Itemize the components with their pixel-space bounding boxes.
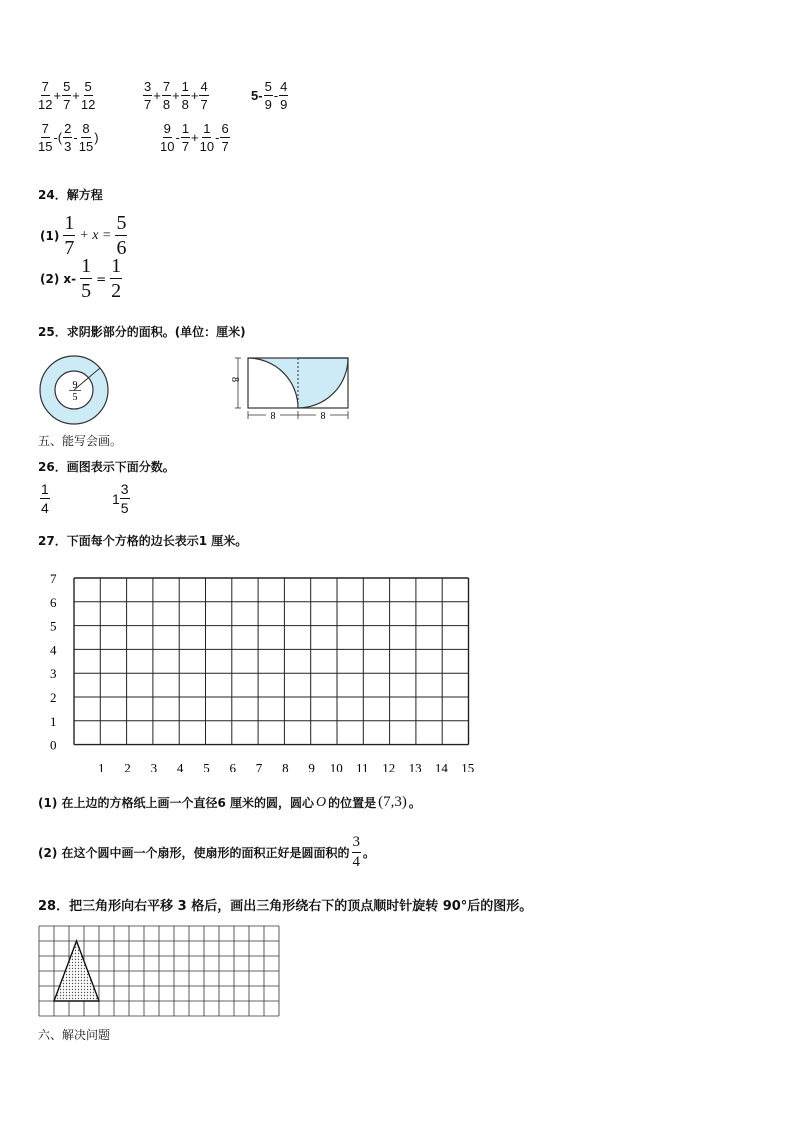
calc-expr-1: $\frac{7}{12}$ + $\frac{5}{7}$ + $\frac{5}{12}$	[38, 79, 96, 112]
fraction: $\frac{6}{7}$	[221, 121, 229, 154]
triangle-grid	[38, 925, 280, 1017]
height-label: 8	[229, 377, 240, 382]
calc-expr-5: $\frac{9}{10}$ - $\frac{1}{7}$ + $\frac{1}{10}$ - $\frac{6}{7}$	[160, 121, 229, 154]
q27-title: 27．下面每个方格的边长表示1 厘米。	[38, 534, 248, 548]
fraction: $\frac{5}{7}$	[63, 79, 71, 112]
section-6-heading: 六、解决问题	[38, 1028, 111, 1042]
x-axis-label: 1	[98, 760, 105, 772]
width-label-2: 8	[320, 411, 326, 422]
fraction: $\frac{4}{7}$	[200, 79, 208, 112]
x-axis-label: 10	[329, 760, 343, 772]
x-axis-label: 5	[203, 760, 210, 772]
coordinate-grid	[40, 566, 490, 772]
fraction: $\frac{3}{7}$	[144, 79, 152, 112]
fraction: $\frac{1}{5}$	[81, 255, 92, 302]
fraction: $\frac{4}{9}$	[280, 79, 288, 112]
fraction: $\frac{8}{15}$	[78, 121, 94, 154]
ring-figure	[36, 352, 112, 428]
x-axis-label: 6	[229, 760, 236, 772]
fraction: $\frac{5}{12}$	[80, 79, 96, 112]
fraction: $\frac{5}{9}$	[264, 79, 272, 112]
y-axis-label: 5	[50, 618, 57, 634]
q25-title: 25．求阴影部分的面积。(单位：厘米)	[38, 325, 246, 339]
y-axis-label: 7	[50, 571, 57, 586]
x-axis-label: 14	[434, 760, 448, 772]
fraction: $\frac{1}{7}$	[181, 121, 190, 154]
y-axis-label: 4	[50, 642, 57, 658]
calc-expr-4: $\frac{7}{15}$ -( $\frac{2}{3}$ - $\frac{8}{15}$ )	[38, 121, 99, 154]
q24-equation-1: (1) $\frac{1}{7}$ + x = $\frac{5}{6}$	[40, 212, 127, 259]
fraction: $\frac{5}{6}$	[116, 212, 127, 259]
x-axis-label: 8	[282, 760, 289, 772]
y-axis-label: 2	[50, 690, 57, 705]
ring-frac-num: 9	[72, 380, 78, 391]
x-axis-label: 9	[308, 760, 315, 772]
fraction: $\frac{1}{8}$	[181, 79, 189, 112]
fraction: $\frac{1}{2}$	[111, 255, 122, 302]
x-axis-label: 15	[461, 760, 475, 772]
fraction: $\frac{3}{4}$	[352, 834, 360, 870]
y-axis-label: 0	[50, 737, 57, 753]
fraction: $\frac{1}{10}$	[199, 121, 215, 154]
ring-frac-den: 5	[72, 392, 78, 403]
q24-title: 24．解方程	[38, 188, 103, 202]
q26-mixed-number: 1 $\frac{3}{5}$	[112, 481, 129, 516]
fraction: $\frac{2}{3}$	[64, 121, 72, 154]
x-axis-label: 7	[255, 760, 263, 772]
shaded-left	[248, 358, 298, 408]
q26-fraction: $\frac{1}{4}$	[41, 481, 49, 516]
width-label-1: 8	[270, 411, 276, 422]
fraction: $\frac{7}{12}$	[38, 79, 53, 112]
fraction: $\frac{9}{10}$	[160, 121, 175, 154]
q26-title: 26．画图表示下面分数。	[38, 460, 175, 474]
fraction: $\frac{1}{7}$	[64, 212, 75, 259]
y-axis-label: 6	[50, 594, 57, 610]
calc-expr-2: $\frac{3}{7}$ + $\frac{7}{8}$ + $\frac{1}{8}$ + $\frac{4}{7}$	[144, 79, 208, 112]
fraction: $\frac{7}{15}$	[38, 121, 53, 154]
x-axis-label: 2	[124, 760, 131, 772]
x-axis-label: 13	[408, 760, 422, 772]
rectangle-quarter-figure	[226, 352, 356, 424]
shaded-quarter	[298, 358, 348, 408]
q27-part-2: (2) 在这个圆中画一个扇形，使扇形的面积正好是圆面积的 $\frac{3}{4}$ 。	[38, 834, 376, 870]
y-axis-label: 1	[50, 713, 57, 729]
q28-title: 28．把三角形向右平移 3 格后，画出三角形绕右下的顶点顺时针旋转 90°后的图形。	[38, 899, 533, 914]
q27-part-1: (1) 在上边的方格纸上画一个直径6 厘米的圆，圆心 O 的位置是 (7,3) 。	[38, 794, 421, 810]
section-5-heading: 五、能写会画。	[38, 434, 123, 448]
x-axis-label: 11	[356, 760, 369, 772]
fraction: $\frac{7}{8}$	[162, 79, 171, 112]
y-axis-label: 3	[50, 666, 57, 682]
x-axis-label: 4	[176, 760, 184, 772]
calc-expr-3: 5- $\frac{5}{9}$ - $\frac{4}{9}$	[251, 79, 288, 112]
q24-equation-2: (2) x- $\frac{1}{5}$ = $\frac{1}{2}$	[40, 255, 122, 302]
x-axis-label: 3	[150, 760, 158, 772]
x-axis-label: 12	[382, 760, 396, 772]
